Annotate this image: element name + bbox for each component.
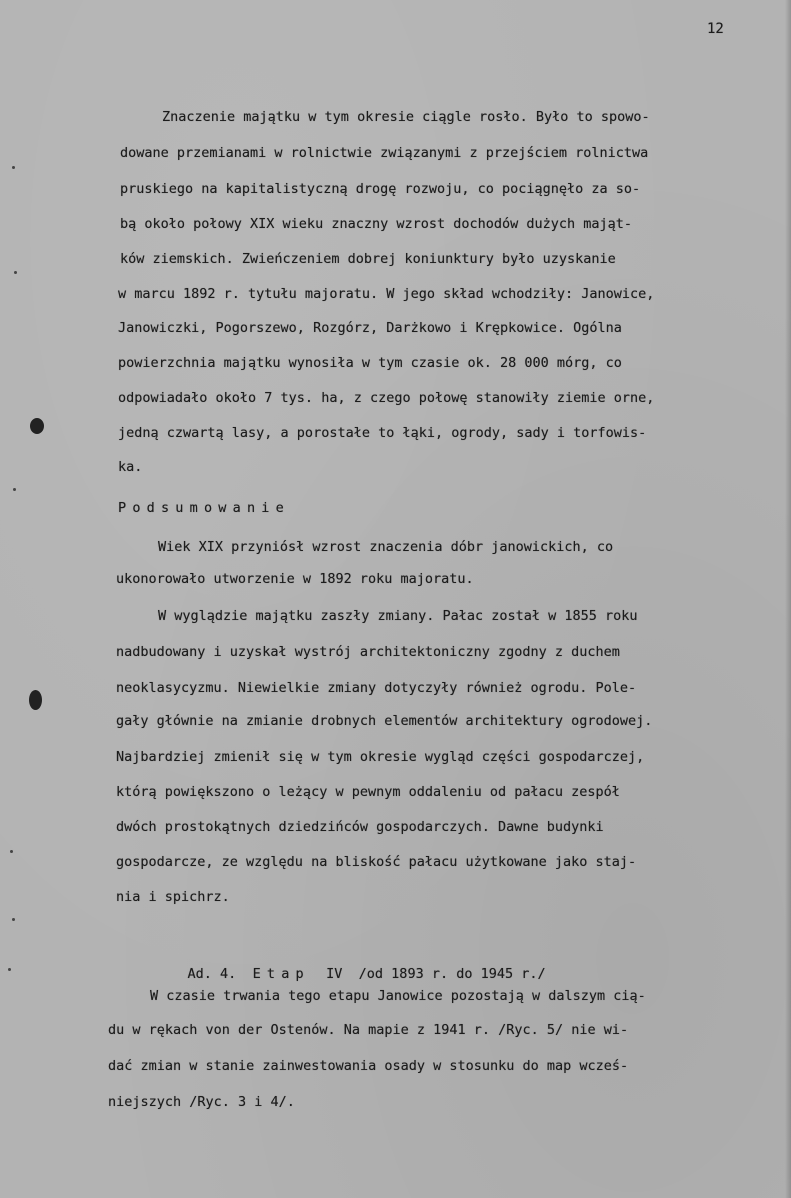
paragraph-1-line: bą około połowy XIX wieku znaczny wzrost dochodów dużych mająt- bbox=[120, 216, 633, 232]
section-title-prefix: Ad. 4. bbox=[187, 966, 237, 982]
page-number: 12 bbox=[707, 21, 724, 37]
punch-hole-mark bbox=[29, 690, 42, 710]
paragraph-4-line: dać zmian w stanie zainwestowania osady w stosunku do map wcześ- bbox=[108, 1058, 629, 1074]
paragraph-1-line: w marcu 1892 r. tytułu majoratu. W jego skład wchodziły: Janowice, bbox=[118, 286, 655, 302]
paragraph-1-line: ka. bbox=[118, 459, 143, 475]
paragraph-1-line: Znaczenie majątku w tym okresie ciągle rosło. Było to spowo- bbox=[162, 109, 650, 125]
dust-speck bbox=[13, 488, 16, 491]
section-heading: Podsumowanie bbox=[118, 500, 290, 516]
section-title-label: Etap bbox=[252, 966, 310, 982]
paragraph-1-line: pruskiego na kapitalistyczną drogę rozwoju, co pociągnęło za so- bbox=[120, 181, 641, 197]
section-title-range: /od 1893 r. do 1945 r./ bbox=[358, 966, 546, 982]
paragraph-3-line: Najbardziej zmienił się w tym okresie wygląd części gospodarczej, bbox=[116, 749, 645, 765]
paragraph-3-line: gospodarcze, ze względu na bliskość pałacu użytkowane jako staj- bbox=[116, 854, 637, 870]
punch-hole-mark bbox=[30, 418, 44, 434]
paragraph-2-line: ukonorowało utworzenie w 1892 roku majoratu. bbox=[116, 571, 474, 587]
paragraph-3-line: W wyglądzie majątku zaszły zmiany. Pałac został w 1855 roku bbox=[158, 608, 638, 624]
paragraph-2-line: Wiek XIX przyniósł wzrost znaczenia dóbr janowickich, co bbox=[158, 539, 614, 555]
paragraph-3-line: neoklasycyzmu. Niewielkie zmiany dotyczyły również ogrodu. Pole- bbox=[116, 680, 637, 696]
paragraph-1-line: odpowiadało około 7 tys. ha, z czego połowę stanowiły ziemie orne, bbox=[118, 390, 655, 406]
dust-speck bbox=[12, 166, 15, 169]
dust-speck bbox=[12, 918, 15, 921]
dust-speck bbox=[14, 271, 17, 274]
paragraph-4-line: niejszych /Ryc. 3 i 4/. bbox=[108, 1094, 295, 1110]
paragraph-3-line: nadbudowany i uzyskał wystrój architektoniczny zgodny z duchem bbox=[116, 644, 620, 660]
paragraph-3-line: dwóch prostokątnych dziedzińców gospodarczych. Dawne budynki bbox=[116, 819, 604, 835]
dust-speck bbox=[10, 850, 13, 853]
paragraph-4-line: du w rękach von der Ostenów. Na mapie z 1941 r. /Ryc. 5/ nie wi- bbox=[108, 1022, 629, 1038]
paragraph-4-line: W czasie trwania tego etapu Janowice pozostają w dalszym cią- bbox=[150, 988, 646, 1004]
paragraph-3-line: gały głównie na zmianie drobnych elementów architektury ogrodowej. bbox=[116, 713, 653, 729]
dust-speck bbox=[8, 968, 11, 971]
paragraph-3-line: którą powiększono o leżący w pewnym oddaleniu od pałacu zespół bbox=[116, 784, 620, 800]
paragraph-1-line: Janowiczki, Pogorszewo, Rozgórz, Darżkowo i Krępkowice. Ogólna bbox=[118, 320, 622, 336]
paragraph-1-line: jedną czwartą lasy, a porostałe to łąki, ogrody, sady i torfowis- bbox=[118, 425, 647, 441]
page-edge-shadow bbox=[785, 0, 791, 1198]
paragraph-3-line: nia i spichrz. bbox=[116, 889, 230, 905]
section-title-number: IV bbox=[326, 966, 343, 982]
paragraph-1-line: ków ziemskich. Zwieńczeniem dobrej koniunktury było uzyskanie bbox=[120, 251, 616, 267]
paragraph-1-line: powierzchnia majątku wynosiła w tym czasie ok. 28 000 mórg, co bbox=[118, 355, 622, 371]
paragraph-1-line: dowane przemianami w rolnictwie związanymi z przejściem rolnictwa bbox=[120, 145, 649, 161]
